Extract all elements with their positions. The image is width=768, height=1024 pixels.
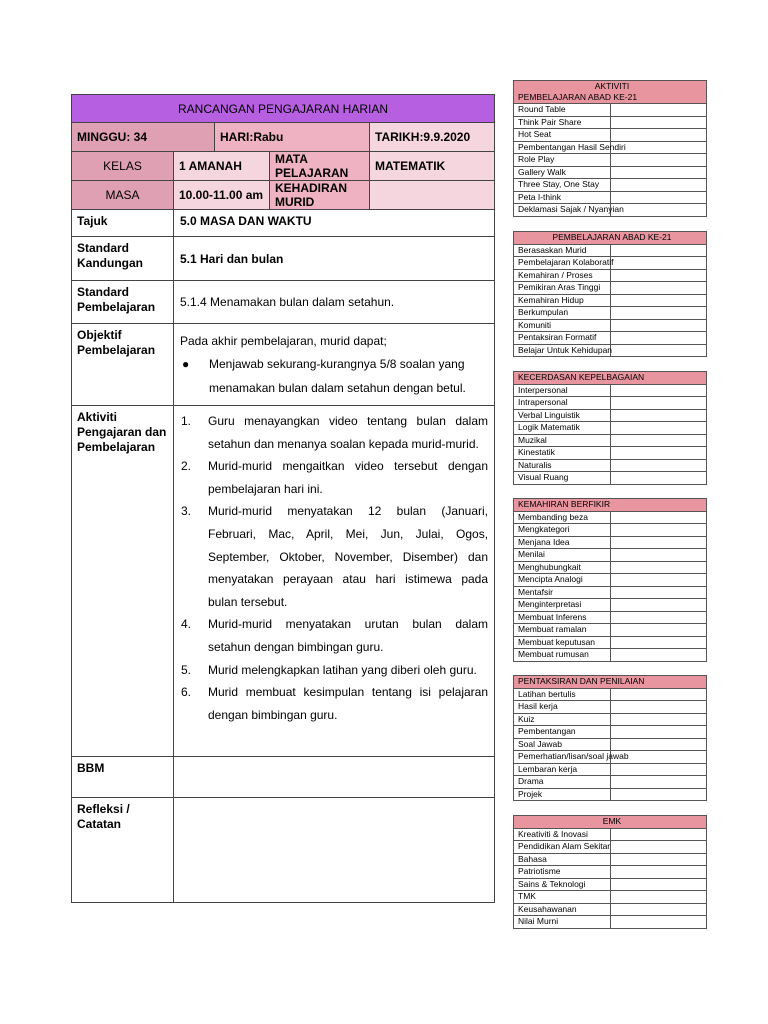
checklist-row [514, 244, 707, 257]
tajuk-value: 5.0 MASA DAN WAKTU [174, 210, 495, 237]
checklist-item-label: Pendidikan Alam Sekitar [514, 841, 611, 854]
checklist-row [514, 447, 707, 460]
list-item [180, 681, 488, 726]
checkbox-cell[interactable] [610, 611, 707, 624]
checkbox-cell[interactable] [610, 116, 707, 129]
checklist-row [514, 738, 707, 751]
checklist-item-label: Menilai [514, 549, 611, 562]
masa-label: MASA [72, 181, 174, 210]
checkbox-cell[interactable] [610, 244, 707, 257]
checklist-row [514, 549, 707, 562]
checkbox-cell[interactable] [610, 459, 707, 472]
checklist-item-label: Kemahiran / Proses [514, 269, 611, 282]
checklist-item-label: Soal Jawab [514, 738, 611, 751]
kemahiran-berfikir-checklist [513, 498, 707, 662]
checklist-item-label: Mencipta Analogi [514, 574, 611, 587]
checklist-item-label: Membuat Inferens [514, 611, 611, 624]
checklist-item-label: Menghubungkait [514, 561, 611, 574]
checkbox-cell[interactable] [610, 624, 707, 637]
checklist-row [514, 891, 707, 904]
checkbox-cell[interactable] [610, 536, 707, 549]
checklist-item-label: Verbal Linguistik [514, 409, 611, 422]
checkbox-cell[interactable] [610, 422, 707, 435]
checklist-item-label: Kuiz [514, 713, 611, 726]
checklist-item-label: Peta I-think [514, 191, 611, 204]
header-line-1: AKTIVITI [594, 81, 630, 91]
checklist-header: PEMBELAJARAN ABAD KE-21 [514, 232, 707, 245]
checkbox-cell[interactable] [610, 561, 707, 574]
checklist-row [514, 701, 707, 714]
list-item-number: 1. [181, 414, 192, 428]
checklist-item-label: Pembelajaran Kolaboratif [514, 257, 611, 270]
checklist-row [514, 788, 707, 801]
checklist-row [514, 282, 707, 295]
refleksi-label: Refleksi / Catatan [72, 798, 174, 903]
checklist-item-label: Latihan bertulis [514, 688, 611, 701]
checkbox-cell[interactable] [610, 599, 707, 612]
checklist-item-label: Nilai Murni [514, 916, 611, 929]
checklist-item-label: Hasil kerja [514, 701, 611, 714]
list-item-text: Murid-murid mengaitkan video tersebut dengan pembelajaran hari ini. [208, 459, 489, 496]
checklist-item-label: Lembaran kerja [514, 763, 611, 776]
checkbox-cell[interactable] [610, 713, 707, 726]
checklist-item-label: Visual Ruang [514, 472, 611, 485]
checklist-item-label: Pentaksiran Formatif [514, 332, 611, 345]
checkbox-cell[interactable] [610, 179, 707, 192]
checklist-row [514, 257, 707, 270]
list-item-number: 5. [181, 662, 192, 677]
checklist-row [514, 191, 707, 204]
checklist-item-label: Pemerhatian/lisan/soal jawab [514, 751, 611, 764]
checklist-row [514, 166, 707, 179]
checklist-item-label: Kinestatik [514, 447, 611, 460]
checklist-item-label: Komuniti [514, 319, 611, 332]
kehadiran-label: KEHADIRAN MURID [270, 181, 370, 210]
checkbox-cell[interactable] [610, 636, 707, 649]
checkbox-cell[interactable] [610, 866, 707, 879]
checkbox-cell[interactable] [610, 738, 707, 751]
tarikh: TARIKH:9.9.2020 [370, 123, 495, 152]
checkbox-cell[interactable] [610, 524, 707, 537]
checklist-item-label: Bahasa [514, 853, 611, 866]
checkbox-cell[interactable] [610, 574, 707, 587]
checklist-item-label: Mentafsir [514, 586, 611, 599]
list-item [180, 613, 488, 658]
checklist-row [514, 204, 707, 217]
checkbox-cell[interactable] [610, 841, 707, 854]
checklist-item-label: Think Pair Share [514, 116, 611, 129]
list-item-number: 3. [181, 504, 192, 519]
checklist-item-label: Membanding beza [514, 511, 611, 524]
list-item-number: 6. [181, 685, 192, 700]
checkbox-cell[interactable] [610, 384, 707, 397]
checklist-row [514, 574, 707, 587]
checklist-row [514, 141, 707, 154]
checklist-header: KEMAHIRAN BERFIKIR [514, 499, 707, 512]
list-item-text: Guru menayangkan video tentang bulan dalam setahun dan menanya soalan kepada murid-murid. [208, 414, 489, 451]
checklist-row [514, 434, 707, 447]
checkbox-cell[interactable] [610, 726, 707, 739]
aktiviti-list [180, 410, 488, 726]
checkbox-cell[interactable] [610, 853, 707, 866]
kecerdasan-checklist [513, 371, 707, 485]
checkbox-cell[interactable] [610, 154, 707, 167]
checkbox-cell[interactable] [610, 204, 707, 217]
standard-pembelajaran-value: 5.1.4 Menamakan bulan dalam setahun. [174, 281, 495, 324]
checklist-header: EMK [514, 816, 707, 829]
checklist-item-label: Kreativiti & Inovasi [514, 828, 611, 841]
checklist-row [514, 422, 707, 435]
checklist-row [514, 916, 707, 929]
objektif-item-text: Menjawab sekurang-kurangnya 5/8 soalan yang menamakan bulan dalam setahun dengan betul. [209, 357, 466, 395]
pembelajaran-abad-checklist [513, 231, 707, 357]
checkbox-cell[interactable] [610, 409, 707, 422]
pentaksiran-checklist [513, 675, 707, 801]
list-item-text: Murid-murid menyatakan 12 bulan (Januari, Februari, Mac, April, Mei, Jun, Julai, Ogos, September, Oktober, November, Disember) dan menyatakan perayaan atau hari istimewa pada bulan tersebut. [208, 504, 489, 609]
emk-checklist [513, 815, 707, 929]
checkbox-cell[interactable] [610, 511, 707, 524]
checklist-row [514, 397, 707, 410]
checkbox-cell[interactable] [610, 319, 707, 332]
checklist-row [514, 524, 707, 537]
checklist-item-label: Naturalis [514, 459, 611, 472]
checklist-row [514, 763, 707, 776]
checklist-item-label: Round Table [514, 104, 611, 117]
checklist-row [514, 611, 707, 624]
checklist-item-label: Role Play [514, 154, 611, 167]
header-line-2: PEMBELAJARAN ABAD KE-21 [518, 92, 638, 102]
checklist-header: PENTAKSIRAN DAN PENILAIAN [514, 676, 707, 689]
list-item-text: Murid melengkapkan latihan yang diberi oleh guru. [208, 662, 477, 677]
checklist-item-label: Drama [514, 776, 611, 789]
checklist-item-label: Gallery Walk [514, 166, 611, 179]
list-item [180, 500, 488, 613]
hari: HARI:Rabu [215, 123, 370, 152]
checklist-item-label: Pemikiran Aras Tinggi [514, 282, 611, 295]
checklist-row [514, 878, 707, 891]
list-item-number: 4. [181, 617, 192, 632]
checklist-item-label: Belajar Untuk Kehidupan [514, 344, 611, 357]
checklist-row [514, 726, 707, 739]
checkbox-cell[interactable] [610, 688, 707, 701]
list-item-number: 2. [181, 459, 192, 474]
checklist-row [514, 649, 707, 662]
checklist-row [514, 751, 707, 764]
list-item [180, 455, 488, 500]
checkbox-cell[interactable] [610, 434, 707, 447]
checklist-item-label: Patriotisme [514, 866, 611, 879]
checklist-row [514, 384, 707, 397]
aktiviti-label: Aktiviti Pengajaran dan Pembelajaran [72, 406, 174, 757]
checklist-item-label: Membuat keputusan [514, 636, 611, 649]
checklist-row [514, 776, 707, 789]
checkbox-cell[interactable] [610, 586, 707, 599]
checklist-item-label: Berkumpulan [514, 307, 611, 320]
checkbox-cell[interactable] [610, 776, 707, 789]
minggu: MINGGU: 34 [72, 123, 215, 152]
aktiviti-abad-checklist [513, 80, 707, 217]
checklist-row [514, 179, 707, 192]
checklist-item-label: Hot Seat [514, 129, 611, 142]
standard-pembelajaran-label: Standard Pembelajaran [72, 281, 174, 324]
checklist-row [514, 561, 707, 574]
objektif-intro: Pada akhir pembelajaran, murid dapat; [180, 334, 387, 348]
checklist-item-label: Deklamasi Sajak / Nyanyian [514, 204, 611, 217]
list-item [180, 410, 488, 455]
checklist-row [514, 636, 707, 649]
checklist-row [514, 866, 707, 879]
checkbox-cell[interactable] [610, 397, 707, 410]
checklist-row [514, 104, 707, 117]
checkbox-cell[interactable] [610, 129, 707, 142]
checklist-row [514, 472, 707, 485]
bullet-icon: ● [182, 357, 190, 371]
checkbox-cell[interactable] [610, 294, 707, 307]
tajuk-label: Tajuk [72, 210, 174, 237]
refleksi-value [174, 798, 495, 903]
checklist-row [514, 332, 707, 345]
checklist-item-label: Logik Matematik [514, 422, 611, 435]
standard-kandungan-label: Standard Kandungan [72, 237, 174, 281]
checklist-item-label: Pembentangan [514, 726, 611, 739]
checkbox-cell[interactable] [610, 788, 707, 801]
checklist-item-label: Muzikal [514, 434, 611, 447]
checkbox-cell[interactable] [610, 903, 707, 916]
checklist-row [514, 536, 707, 549]
checklist-item-label: Menginterpretasi [514, 599, 611, 612]
objektif-item [180, 352, 488, 400]
checkbox-cell[interactable] [610, 257, 707, 270]
checklist-row [514, 459, 707, 472]
checklist-header: KECERDASAN KEPELBAGAIAN [514, 372, 707, 385]
checkbox-cell[interactable] [610, 307, 707, 320]
objektif-label: Objektif Pembelajaran [72, 324, 174, 406]
checklist-row [514, 307, 707, 320]
list-item-text: Murid membuat kesimpulan tentang isi pelajaran dengan bimbingan guru. [208, 685, 489, 722]
checklist-row [514, 713, 707, 726]
rph-title: RANCANGAN PENGAJARAN HARIAN [72, 95, 495, 123]
checklist-row [514, 511, 707, 524]
kehadiran-value [370, 181, 495, 210]
checklist-item-label: Pembentangan Hasil Sendiri [514, 141, 611, 154]
checklist-item-label: Keusahawanan [514, 903, 611, 916]
checklist-row [514, 599, 707, 612]
checklist-item-label: Membuat ramalan [514, 624, 611, 637]
checklist-row [514, 294, 707, 307]
bbm-label: BBM [72, 757, 174, 798]
list-item [180, 659, 488, 682]
checkbox-cell[interactable] [610, 344, 707, 357]
checkbox-cell[interactable] [610, 828, 707, 841]
standard-kandungan-value: 5.1 Hari dan bulan [174, 237, 495, 281]
checkbox-cell[interactable] [610, 763, 707, 776]
checkbox-cell[interactable] [610, 472, 707, 485]
checkbox-cell[interactable] [610, 878, 707, 891]
mata-pelajaran-label: MATA PELAJARAN [270, 152, 370, 181]
checklist-row [514, 828, 707, 841]
checklist-item-label: Menjana Idea [514, 536, 611, 549]
checklist-row [514, 624, 707, 637]
checkbox-cell[interactable] [610, 269, 707, 282]
checklist-item-label: Interpersonal [514, 384, 611, 397]
checklist-item-label: Berasaskan Murid [514, 244, 611, 257]
checklist-header [514, 81, 707, 104]
checkbox-cell[interactable] [610, 282, 707, 295]
checklist-row [514, 344, 707, 357]
kelas-value: 1 AMANAH [174, 152, 270, 181]
checklist-row [514, 586, 707, 599]
kelas-label: KELAS [72, 152, 174, 181]
checklist-row [514, 409, 707, 422]
bbm-value [174, 757, 495, 798]
mata-pelajaran-value: MATEMATIK [370, 152, 495, 181]
checklist-row [514, 903, 707, 916]
checklist-row [514, 688, 707, 701]
checkbox-cell[interactable] [610, 191, 707, 204]
checkbox-cell[interactable] [610, 649, 707, 662]
checklist-row [514, 269, 707, 282]
checklist-row [514, 116, 707, 129]
checklist-row [514, 853, 707, 866]
checklist-row [514, 129, 707, 142]
checklist-item-label: Mengkategori [514, 524, 611, 537]
checklist-item-label: TMK [514, 891, 611, 904]
checklist-item-label: Kemahiran Hidup [514, 294, 611, 307]
checklist-item-label: Projek [514, 788, 611, 801]
checklist-item-label: Intrapersonal [514, 397, 611, 410]
checklist-row [514, 319, 707, 332]
checklist-item-label: Sains & Teknologi [514, 878, 611, 891]
checklist-row [514, 154, 707, 167]
checkbox-cell[interactable] [610, 447, 707, 460]
checklist-item-label: Membuat rumusan [514, 649, 611, 662]
rph-table [71, 94, 495, 903]
checkbox-cell[interactable] [610, 916, 707, 929]
checkbox-cell[interactable] [610, 701, 707, 714]
checkbox-cell[interactable] [610, 104, 707, 117]
list-item-text: Murid-murid menyatakan urutan bulan dalam setahun dengan bimbingan guru. [208, 617, 489, 654]
objektif-cell [174, 324, 495, 406]
checkbox-cell[interactable] [610, 166, 707, 179]
checkbox-cell[interactable] [610, 332, 707, 345]
checklist-row [514, 841, 707, 854]
aktiviti-cell [174, 406, 495, 757]
masa-value: 10.00-11.00 am [174, 181, 270, 210]
checkbox-cell[interactable] [610, 549, 707, 562]
checklist-item-label: Three Stay, One Stay [514, 179, 611, 192]
checkbox-cell[interactable] [610, 891, 707, 904]
